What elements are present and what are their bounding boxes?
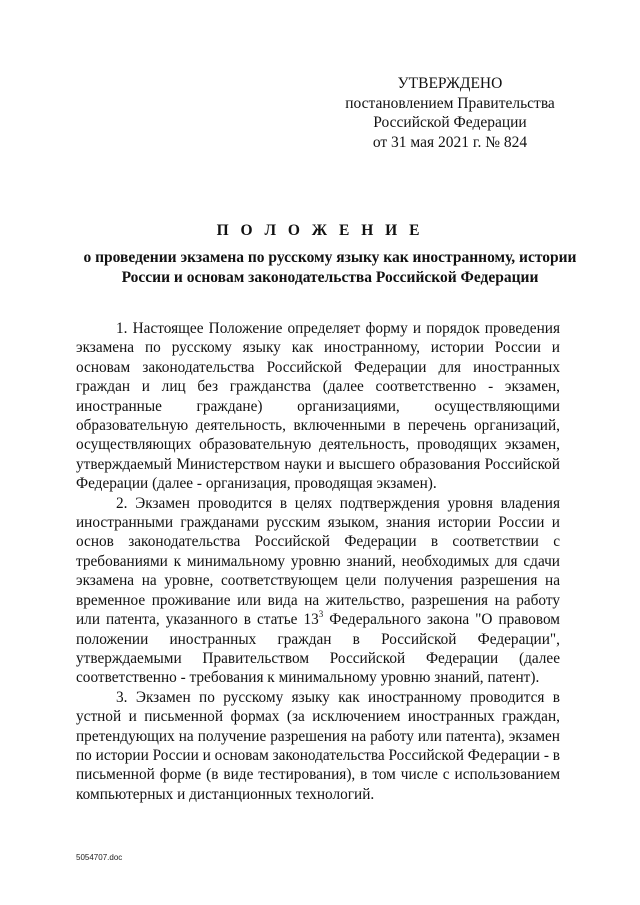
paragraph-3: 3. Экзамен по русскому языку как иностранному проводится в устной и письменной формах (за исключением иностранных граждан, претендующих на получение разрешения на работу или патента), экзамен по истории России и основам законодательства Российской Федерации - в письменной форме (в виде тестирования), в том числе с использованием компьютерных и дистанционных технологий.	[76, 688, 560, 803]
approval-line: постановлением Правительства	[345, 94, 555, 112]
article-superscript: 3	[318, 609, 324, 620]
file-name-footer: 5054707.doc	[76, 853, 123, 862]
approval-line: Российской Федерации	[373, 114, 527, 131]
document-body	[76, 319, 560, 804]
approval-date-number: от 31 мая 2021 г. № 824	[372, 133, 528, 151]
approval-heading: УТВЕРЖДЕНО	[397, 75, 503, 92]
subtitle-line: о проведении экзамена по русскому языку как иностранному, истории	[83, 249, 577, 266]
paragraph-2-text: 2. Экзамен проводится в целях подтверждения уровня владения иностранными гражданами русским языком, знания истории России и основ законодательства Российской Федерации в соответствии с требованиями к минимальному уровню знаний, необходимых для сдачи экзамена на уровне, соответствующем цели получения разрешения на временное проживание или вида на жительство, разрешения на работу или патента, указанного в статье 13	[76, 494, 560, 629]
approval-block	[330, 74, 570, 152]
document-subtitle	[70, 248, 590, 287]
document-title: П О Л О Ж Е Н И Е	[216, 222, 424, 239]
paragraph-2-text-cont: Федерального закона "О правовом положении иностранных граждан в Российской Федерации", утверждаемыми Правительством Российской Федерации (далее соответственно - требования к минимальному уровню знаний, патент).	[76, 611, 560, 687]
subtitle-line: России и основам законодательства Российской Федерации	[121, 268, 539, 286]
paragraph-1: 1. Настоящее Положение определяет форму и порядок проведения экзамена по русскому языку как иностранному, истории России и основам законодательства Российской Федерации для иностранных граждан и лиц без гражданства (далее соответственно - экзамен, иностранные граждане) организациями, осуществляющими образовательную деятельность, включенными в перечень организаций, осуществляющих образовательную деятельность, проводящих экзамен, утверждаемый Министерством науки и высшего образования Российской Федерации (далее - организация, проводящая экзамен).	[76, 320, 560, 493]
paragraph-2	[76, 494, 560, 688]
